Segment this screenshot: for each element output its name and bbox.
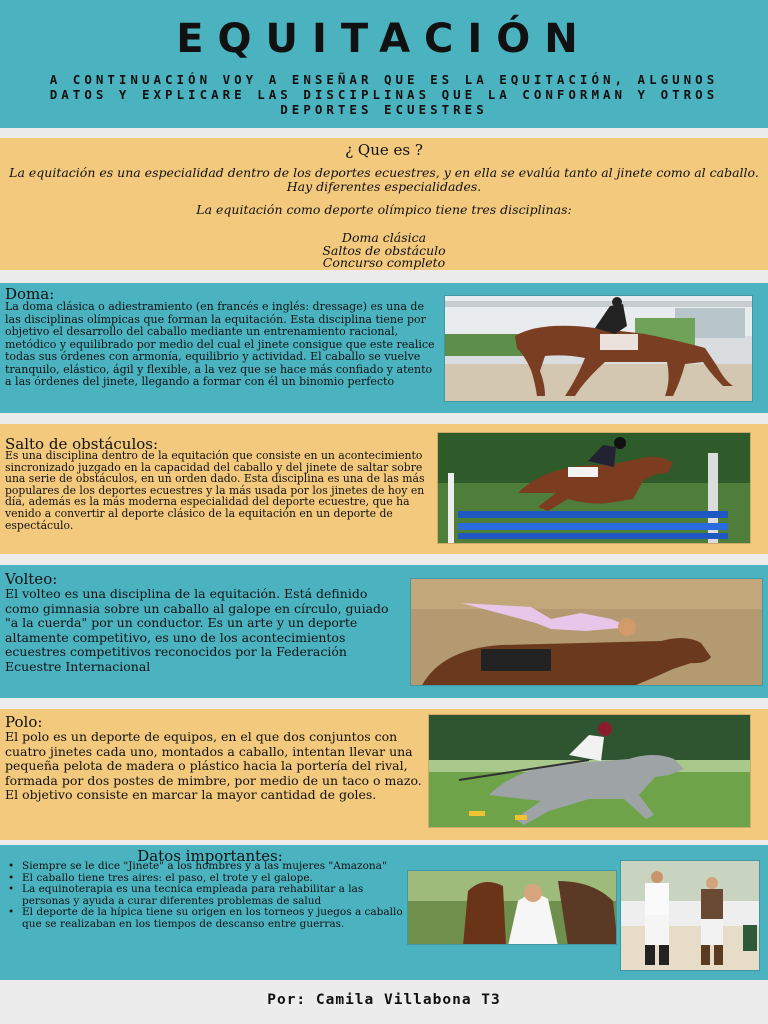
show-jumping-photo <box>437 432 751 544</box>
doma-heading: Doma: <box>5 285 55 303</box>
datos-list <box>6 861 404 930</box>
que-es-section <box>0 138 768 270</box>
que-es-paragraph-2: La equitación como deporte olímpico tiene tres disciplinas: <box>196 202 572 217</box>
page-subtitle: A CONTINUACIÓN VOY A ENSEÑAR QUE ES LA EQUITACIÓN, ALGUNOS DATOS Y EXPLICARE LAS DISCIPLINAS QUE LA CONFORMAN Y OTROS DEPORTES ECUESTRES <box>49 72 719 117</box>
dressage-horse-photo <box>444 295 753 402</box>
list-item: • La equinoterapia es una tecnica empleada para rehabilitar a las personas y ayuda a curar diferentes problemas de salud <box>6 884 404 907</box>
salto-text: Es una disciplina dentro de la equitación que consiste en un acontecimiento sincronizado juzgado en la capacidad del caballo y del jinete de saltar sobre una serie de obstáculos, en un orden dado. Esta disciplina es una de las más populares de los deportes ecuestres y la más usada por los jinetes de hoy en día, además es la más moderna especialidad del deporte ecuestre, que ha venido a convertir al deporte clásico de la equitación en un deporte de espectáculo. <box>5 449 425 532</box>
datos-heading: Datos importantes: <box>137 847 283 865</box>
que-es-paragraph-1: La equitación es una especialidad dentro de los deportes ecuestres, y en ella se evalúa tanto al jinete como al caballo. Hay diferentes especialidades. <box>9 165 759 194</box>
que-es-heading: ¿ Que es ? <box>345 141 423 159</box>
header-banner <box>0 0 768 128</box>
discipline-item: Saltos de obstáculo <box>322 242 446 258</box>
author-credit: Por: Camila Villabona T3 <box>267 992 501 1008</box>
equestrian-riders-photo <box>620 860 760 971</box>
datos-section <box>0 845 768 980</box>
volteo-text: El volteo es una disciplina de la equitación. Está definido como gimnasia sobre un caballo al galope en círculo, guiado "a la cuerda" por un conductor. Es un arte y un deporte altamente competitivo, es uno de los acontecimientos ecuestres competitivos reconocidos por la Federación Ecuestre Internacional <box>5 586 389 674</box>
vaulting-photo <box>410 578 763 686</box>
polo-heading: Polo: <box>5 713 43 731</box>
polo-text: El polo es un deporte de equipos, en el que dos conjuntos con cuatro jinetes cada uno, montados a caballo, intentan llevar una pequeña pelota de madera o plástico hacia la portería del rival, formada por dos postes de mimbre, por medio de un taco o mazo. El objetivo consiste en marcar la mayor cantidad de goles. <box>5 729 422 803</box>
doma-section <box>0 283 768 413</box>
doma-text: La doma clásica o adiestramiento (en francés e inglés: dressage) es una de las disciplinas olímpicas que forman la equitación. Esta disciplina tiene por objetivo el desarrollo del caballo mediante un entrenamiento racional, metódico y equilibrado por medio del cual el jinete consigue que este realice todas sus órdenes con armonía, equilibrio y actividad. El caballo se vuelve tranquilo, elástico, ágil y flexible, a la vez que se hace más confiado y atento a las órdenes del jinete, llegando a formar con él un binomio perfecto <box>5 300 435 388</box>
equine-therapy-photo <box>407 870 617 945</box>
volteo-section <box>0 565 768 698</box>
polo-photo <box>428 714 751 828</box>
discipline-item: Doma clásica <box>341 230 427 245</box>
disciplines-list <box>0 232 768 270</box>
list-item: • El caballo tiene tres aires: el paso, el trote y el galope. <box>6 873 404 885</box>
salto-section <box>0 424 768 554</box>
volteo-heading: Volteo: <box>5 570 58 588</box>
discipline-item: Concurso completo <box>322 255 446 270</box>
salto-heading: Salto de obstáculos: <box>5 435 159 453</box>
list-item: • El deporte de la hípica tiene su origen en los torneos y juegos a caballo que se realizaban en los tiempos de descanso entre guerras. <box>6 907 404 930</box>
polo-section <box>0 709 768 840</box>
page-title: EQUITACIÓN <box>176 16 592 62</box>
list-item: • Siempre se le dice "Jinete" a los hombres y a las mujeres "Amazona" <box>6 861 404 873</box>
